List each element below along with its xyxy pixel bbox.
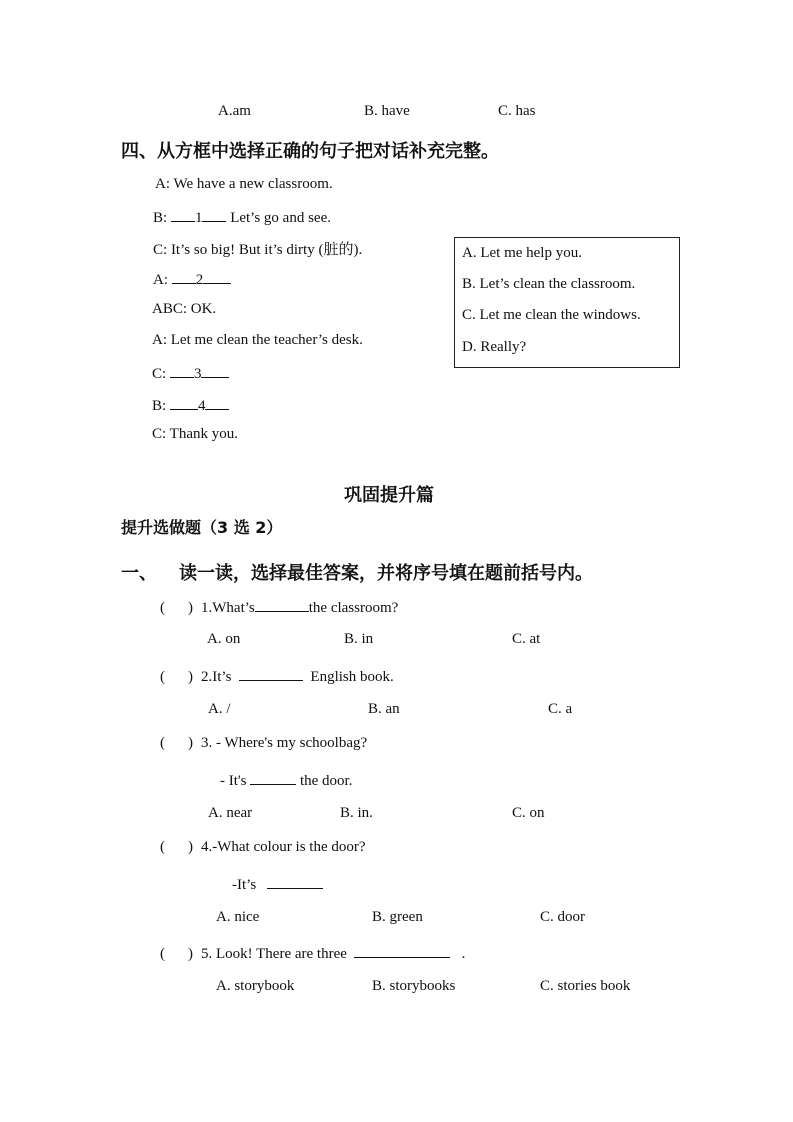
top-option-a: A.am xyxy=(218,103,251,119)
box-option-b: B. Let’s clean the classroom. xyxy=(462,276,636,292)
answer-paren-open: ( xyxy=(160,669,165,685)
q5-option-a: A. storybook xyxy=(216,978,295,994)
blank-number: 3 xyxy=(193,366,202,382)
blank-number: 4 xyxy=(197,398,206,414)
answer-paren-close: ) xyxy=(188,669,193,685)
answer-blank xyxy=(267,874,323,889)
question-2: ( ) 2.It’s English book. xyxy=(160,666,394,686)
dialogue-line-2: B: 1 Let’s go and see. xyxy=(153,207,331,227)
q3-option-b: B. in. xyxy=(340,805,373,821)
dialogue-line-8: B: 4 xyxy=(152,395,229,415)
q4-option-b: B. green xyxy=(372,909,423,925)
q3-option-a: A. near xyxy=(208,805,253,821)
answer-blank xyxy=(250,770,296,785)
box-option-d: D. Really? xyxy=(462,339,527,355)
q1-option-a: A. on xyxy=(207,631,241,647)
q4-option-c: C. door xyxy=(540,909,585,925)
section4-title: 四、从方框中选择正确的句子把对话补充完整。 xyxy=(121,141,499,162)
answer-paren-open: ( xyxy=(160,946,165,962)
blank-number: 2 xyxy=(195,272,204,288)
question-4-sub: -It’s xyxy=(232,874,323,894)
box-option-c: C. Let me clean the windows. xyxy=(462,307,641,323)
top-option-c: C. has xyxy=(498,103,536,119)
q2-option-c: C. a xyxy=(548,701,573,717)
answer-blank xyxy=(239,666,303,681)
blank-number: 1 xyxy=(194,210,203,226)
dialogue-line-6: A: Let me clean the teacher’s desk. xyxy=(152,332,363,348)
options-box xyxy=(454,237,680,368)
answer-paren-close: ) xyxy=(188,735,193,751)
q1-option-b: B. in xyxy=(344,631,374,647)
consolidate-title: 巩固提升篇 xyxy=(344,485,434,506)
q4-option-a: A. nice xyxy=(216,909,260,925)
question-3-sub: - It's the door. xyxy=(220,770,352,790)
q5-option-c: C. stories book xyxy=(540,978,631,994)
question-5: ( ) 5. Look! There are three . xyxy=(160,943,465,963)
answer-paren-close: ) xyxy=(188,600,193,616)
dialogue-line-3: C: It’s so big! But it’s dirty (脏的). xyxy=(153,242,363,258)
section1-title: 一、 读一读，选择最佳答案，并将序号填在题前括号内。 xyxy=(121,563,593,584)
answer-paren-close: ) xyxy=(188,946,193,962)
box-option-a: A. Let me help you. xyxy=(462,245,582,261)
question-1: ( ) 1.What’s the classroom? xyxy=(160,597,398,617)
consolidate-subtitle: 提升选做题（3 选 2） xyxy=(121,518,283,537)
answer-paren-open: ( xyxy=(160,735,165,751)
answer-blank xyxy=(255,597,309,612)
answer-paren-open: ( xyxy=(160,839,165,855)
q1-option-c: C. at xyxy=(512,631,541,647)
dialogue-line-1: A: We have a new classroom. xyxy=(155,176,333,192)
q3-option-c: C. on xyxy=(512,805,545,821)
dialogue-line-9: C: Thank you. xyxy=(152,426,238,442)
q5-option-b: B. storybooks xyxy=(372,978,456,994)
q2-option-b: B. an xyxy=(368,701,400,717)
dialogue-line-7: C: 3 xyxy=(152,363,229,383)
top-option-b: B. have xyxy=(364,103,410,119)
dialogue-line-5: ABC: OK. xyxy=(152,301,217,317)
answer-paren-open: ( xyxy=(160,600,165,616)
q2-option-a: A. / xyxy=(208,701,231,717)
question-4: ( ) 4.-What colour is the door? xyxy=(160,839,366,855)
answer-blank xyxy=(354,943,450,958)
dialogue-line-4: A: 2 xyxy=(153,269,231,289)
answer-paren-close: ) xyxy=(188,839,193,855)
question-3: ( ) 3. - Where's my schoolbag? xyxy=(160,735,368,751)
